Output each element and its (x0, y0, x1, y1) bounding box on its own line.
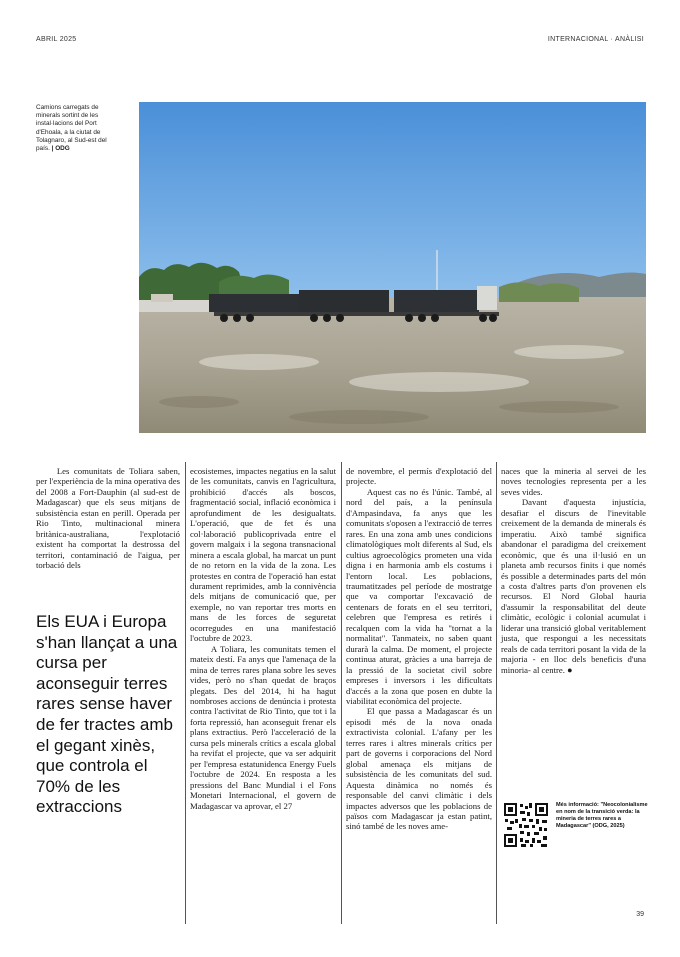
column-rule (185, 462, 186, 924)
column-rule (496, 462, 497, 924)
paragraph: de novembre, el permís d'explotació del projecte. (346, 466, 492, 487)
paragraph: Aquest cas no és l'únic. També, al nord del país, a la península d'Ampasindava, fa anys que les comunitats s'oposen a l'extracció de terres rares. En una zona amb unes condicions climatològiques molt diferents al Sud, els cultius agroecològics prometen una vida digna i en harmonia amb els costums i l'entorn local. Les poblacions, traumatitzades pel període de mostratge que va comportar l'excavació de centenars de forats en el seu territori, celebren que l'empresa es retirés i recalquen com la vida ha "tornat a la normalitat". Tanmateix, no saben quant durarà la calma. De moment, el projecte continua aturat, gràcies a una barreja de la pressió de la societat civil sobre empreses i inversors i les dificultats d'accés a la zona que posen en dubte la viabilitat econòmica del projecte. (346, 486, 492, 706)
body-column-4 (501, 466, 646, 675)
body-column-1 (36, 466, 180, 571)
paragraph: El que passa a Madagascar és un episodi més de la nova onada extractivista colonial. L'afany per les terres rares i altres minerals crítics per part de governs i corporacions del Nord global amenaça els mitjans de subsistència de les comunitats del sud. Aquesta dinàmica no només és responsable del canvi climàtic i dels impactes adversos que les poblacions de països com Madagascar ja estan patint, sinó també de les noves ame- (346, 706, 492, 832)
qr-code[interactable] (503, 802, 549, 848)
paragraph: A Toliara, les comunitats temen el mateix destí. Fa anys que l'amenaça de la mina de terres rares plana sobre les seves vides, però no s'han quedat de braços plegats. Des del 2014, hi ha hagut nombroses accions de denúncia i protesta contra l'activitat de Rio Tinto, que tot i la forta repressió, han aconseguit frenar els plans extractius. Però l'acceleració de la cursa pels minerals crítics a escala global ha revifat el projecte, que va ser adquirit per l'empresa estatunidenca Energy Fuels l'octubre de 2024. En resposta a les pressions del Banc Mundial i el Fons Monetari Internacional, el govern de Madagascar va aprovar, el 27 (190, 643, 336, 811)
trucks-photo (139, 102, 646, 433)
body-column-2 (190, 466, 336, 811)
issue-date: ABRIL 2025 (36, 36, 77, 43)
paragraph-final (501, 497, 646, 675)
pull-quote: Els EUA i Europa s'han llançat a una cursa per aconseguir terres rares sense haver de fer tractes amb el gegant xinès, que controla el 70% de les extraccions (36, 612, 178, 817)
paragraph: ecosistemes, impactes negatius en la salut de les comunitats, canvis en l'agricultura, prohibició d'accés als boscos, fragmentació social, inflació econòmica i aprofundiment de les desigualtats. L'operació, que de fet és una col·laboració publicoprivada entre el govern malgaix i la segona transnacional minera a escala global, ha marcat un punt de no retorn en la vida de la zona. Les protestes en contra de l'operació han estat durament reprimides, amb la connivència dels mitjans de comunicació que, per exemple, no van reportar tres morts en mans de les forces de seguretat ocorregudes en una manifestació l'octubre de 2023. (190, 466, 336, 644)
qr-code-icon (503, 802, 549, 848)
more-info-note: Més informació: "Neocolonialisme en nom de la transició verda: la mineria de terres rares a Madagascar" (ODG, 2025) (556, 802, 648, 829)
photo-illustration (139, 102, 646, 433)
photo-caption (36, 104, 120, 153)
paragraph: naces que la mineria al servei de les noves tecnologies representa per a les seves vides. (501, 466, 646, 497)
section-label: INTERNACIONAL · ANÀLISI (547, 36, 644, 43)
column-rule (341, 462, 342, 924)
end-mark-icon: ● (567, 664, 573, 675)
page-number: 39 (636, 911, 644, 918)
paragraph: Les comunitats de Toliara saben, per l'experiència de la mina operativa des del 2008 a Fort-Dauphin (al sud-est de Madagascar) que els seus mitjans de subsistència estan en perill. Operada per Rio Tinto, multinacional minera britànica-australiana, l'explotació existent ha comportat la destrossa del territori, contaminació de l'aigua, per torbació dels (36, 466, 180, 571)
paragraph-text: Davant d'aquesta injustícia, desafiar el discurs de l'inevitable creixement de la demanda de minerals és imperatiu. Això també significa abandonar el paradigma del creixement econòmic, que és una il·lusió en un planeta amb recursos finits i que només és possible a determinades parts del món a costa d'altres parts d'on provenen els recursos. El Nord Global hauria d'assumir la responsabilitat del deute climàtic, ecològic i colonial acumulat i liderar una transició global veritablement justa, que respongui a les necessitats reals de cada territori posant la vida de la majoria - en lloc dels beneficis d'una minoria- al centre. (501, 497, 646, 675)
photo-credit: | ODG (51, 145, 70, 153)
caption-text: Camions carregats de minerals sortint de les instal·lacions del Port d'Ehoala, a la ciutat de Tolagnaro, al Sud-est del país. (36, 104, 107, 153)
body-column-3 (346, 466, 492, 832)
